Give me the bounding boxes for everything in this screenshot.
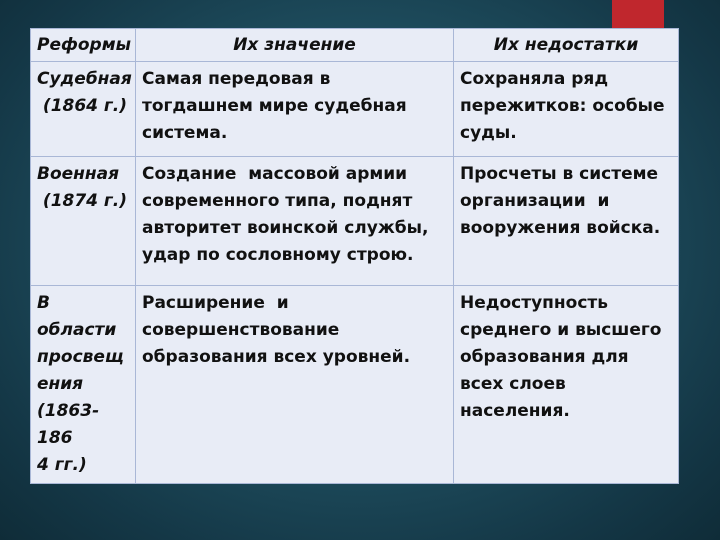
table-header-row: [31, 29, 679, 62]
reform-cell: [31, 157, 136, 286]
header-drawbacks: Их недостатки: [454, 29, 679, 62]
meaning-cell: Расширение и совершенствование образования всех уровней.: [136, 286, 454, 484]
drawbacks-cell: Недоступность среднего и высшего образования для всех слоев населения.: [454, 286, 679, 484]
reform-line: 4 гг.): [37, 455, 87, 475]
reform-line: области: [37, 320, 117, 340]
reforms-table: [30, 28, 679, 484]
drawbacks-cell: Просчеты в системе организации и вооружения войска.: [454, 157, 679, 286]
reform-year: (1864 г.): [37, 96, 128, 116]
reform-name: Военная: [37, 164, 120, 184]
header-meaning: Их значение: [136, 29, 454, 62]
meaning-cell: Самая передовая в тогдашнем мире судебная система.: [136, 62, 454, 157]
reform-cell: [31, 286, 136, 484]
reform-line: В: [37, 293, 50, 313]
table-row: [31, 157, 679, 286]
reform-line: просвещ: [37, 347, 124, 367]
reform-year: (1874 г.): [37, 191, 128, 211]
meaning-cell: Создание массовой армии современного типа, поднят авторитет воинской службы, удар по сословному строю.: [136, 157, 454, 286]
table-row: [31, 62, 679, 157]
reform-cell: [31, 62, 136, 157]
header-reforms: Реформы: [31, 29, 136, 62]
drawbacks-cell: Сохраняла ряд пережитков: особые суды.: [454, 62, 679, 157]
reform-line: ения: [37, 374, 84, 394]
reform-name: Судебная: [37, 69, 132, 89]
table-row: [31, 286, 679, 484]
reform-line: (1863-186: [37, 401, 100, 448]
